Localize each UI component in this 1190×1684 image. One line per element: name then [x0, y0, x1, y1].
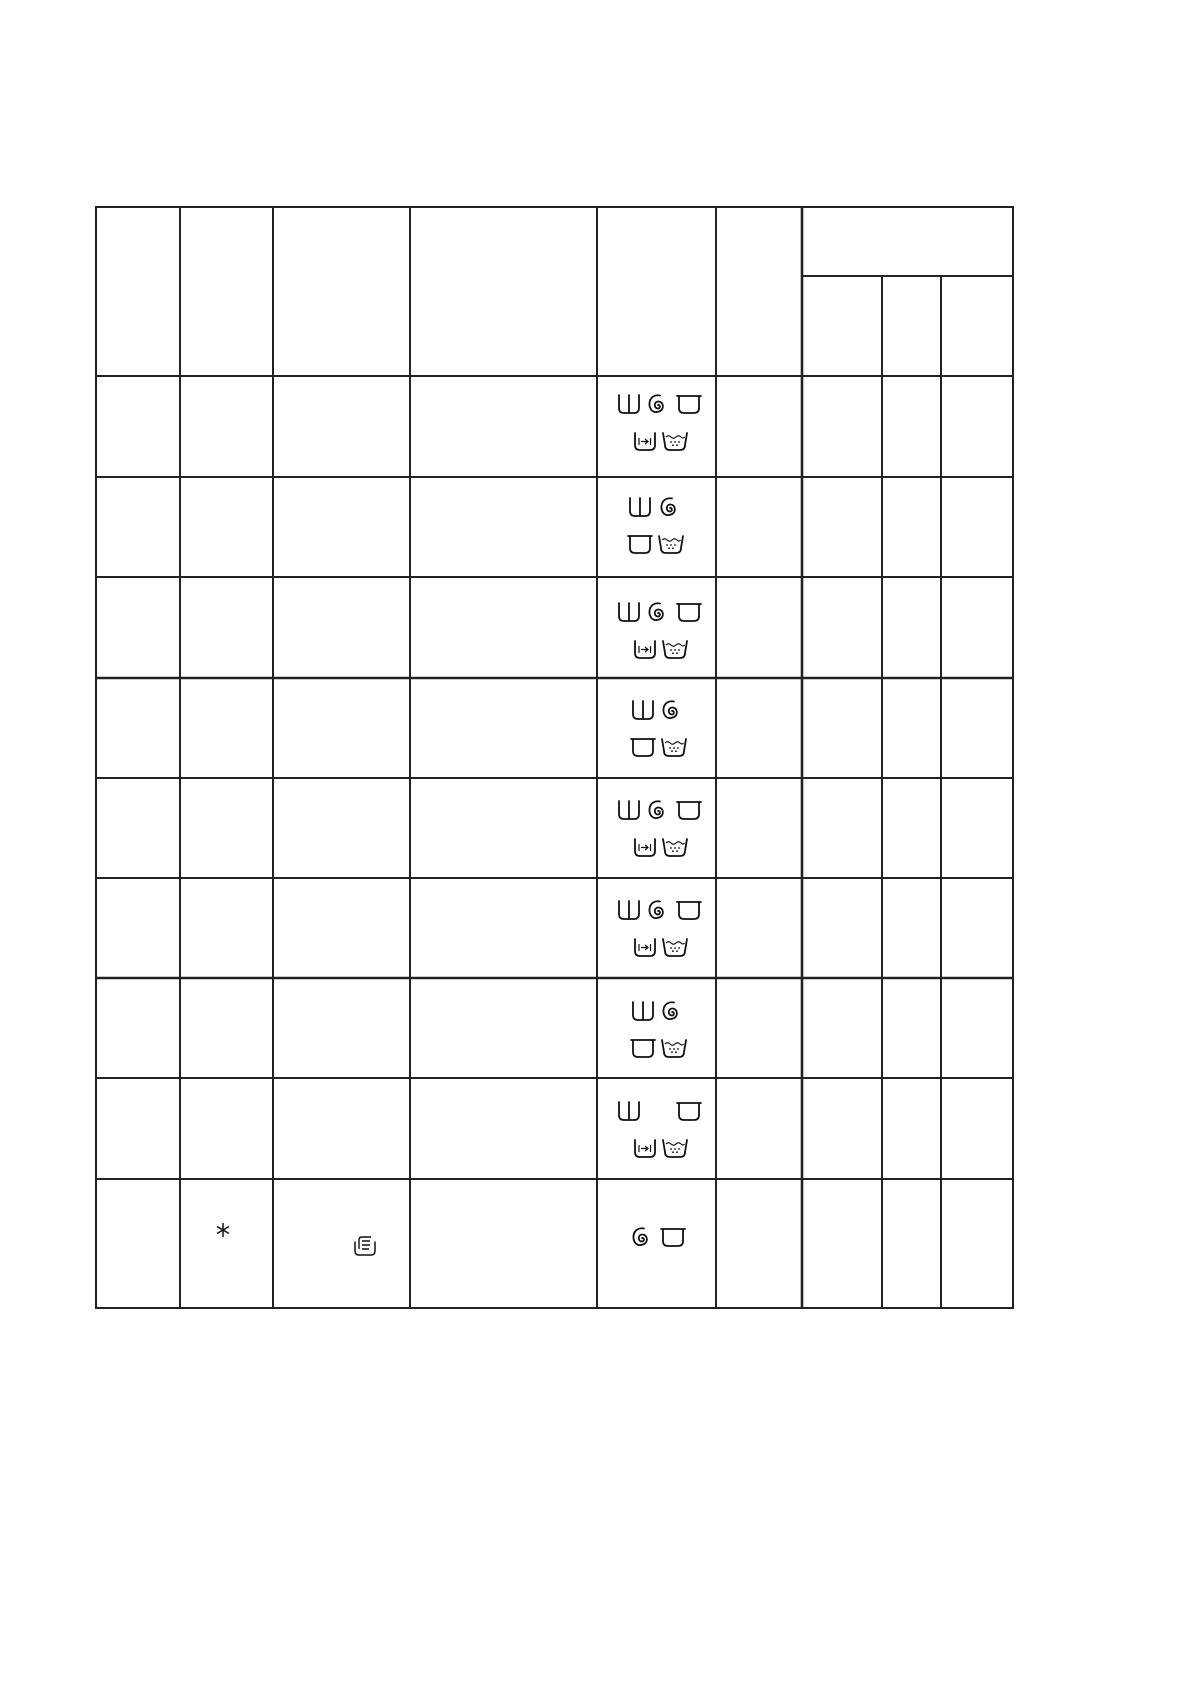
wash-icon [662, 1040, 686, 1057]
spin-icon [649, 801, 662, 818]
table-row-7-icons [631, 1002, 686, 1057]
spin-icon [649, 603, 662, 620]
prewash-icon [619, 901, 639, 919]
drain-icon [631, 1040, 655, 1057]
wash-icon [663, 839, 687, 856]
wash-icon [663, 939, 687, 956]
table-row-6-icons [619, 901, 701, 956]
drain-icon [661, 1229, 685, 1246]
rinse-hold-icon [635, 1140, 655, 1157]
drain-icon [677, 396, 701, 413]
prewash-icon [619, 603, 639, 621]
spin-icon [661, 498, 674, 515]
table-grid [95, 207, 1014, 1309]
hand-wash-icon [355, 1237, 375, 1255]
wash-icon [663, 641, 687, 658]
rinse-hold-icon [635, 839, 655, 856]
rinse-hold-icon [635, 939, 655, 956]
spin-icon [663, 1002, 676, 1019]
prewash-icon [633, 701, 653, 719]
drain-icon [631, 739, 655, 756]
spin-icon [649, 395, 662, 412]
table-row-8-icons [619, 1102, 701, 1157]
table-row-9-icons [217, 1223, 685, 1255]
table-row-3-icons [619, 603, 701, 658]
wash-icon [663, 433, 687, 450]
rinse-hold-icon [635, 641, 655, 658]
wash-icon [662, 739, 686, 756]
prewash-icon [619, 1102, 639, 1120]
prewash-icon [633, 1002, 653, 1020]
prewash-icon [619, 395, 639, 413]
asterisk-icon [217, 1223, 229, 1237]
wash-icon [663, 1140, 687, 1157]
drain-icon [677, 802, 701, 819]
spin-icon [649, 901, 662, 918]
spin-icon [633, 1228, 646, 1245]
spin-icon [663, 701, 676, 718]
prewash-icon [630, 498, 650, 516]
drain-icon [628, 536, 652, 553]
drain-icon [677, 902, 701, 919]
table-row-2-icons [628, 498, 683, 553]
prewash-icon [619, 801, 639, 819]
wash-icon [659, 536, 683, 553]
drain-icon [677, 604, 701, 621]
drain-icon [677, 1103, 701, 1120]
table-row-4-icons [631, 701, 686, 756]
rinse-hold-icon [635, 433, 655, 450]
table-row-5-icons [619, 801, 701, 856]
table-row-1-icons [619, 395, 701, 450]
